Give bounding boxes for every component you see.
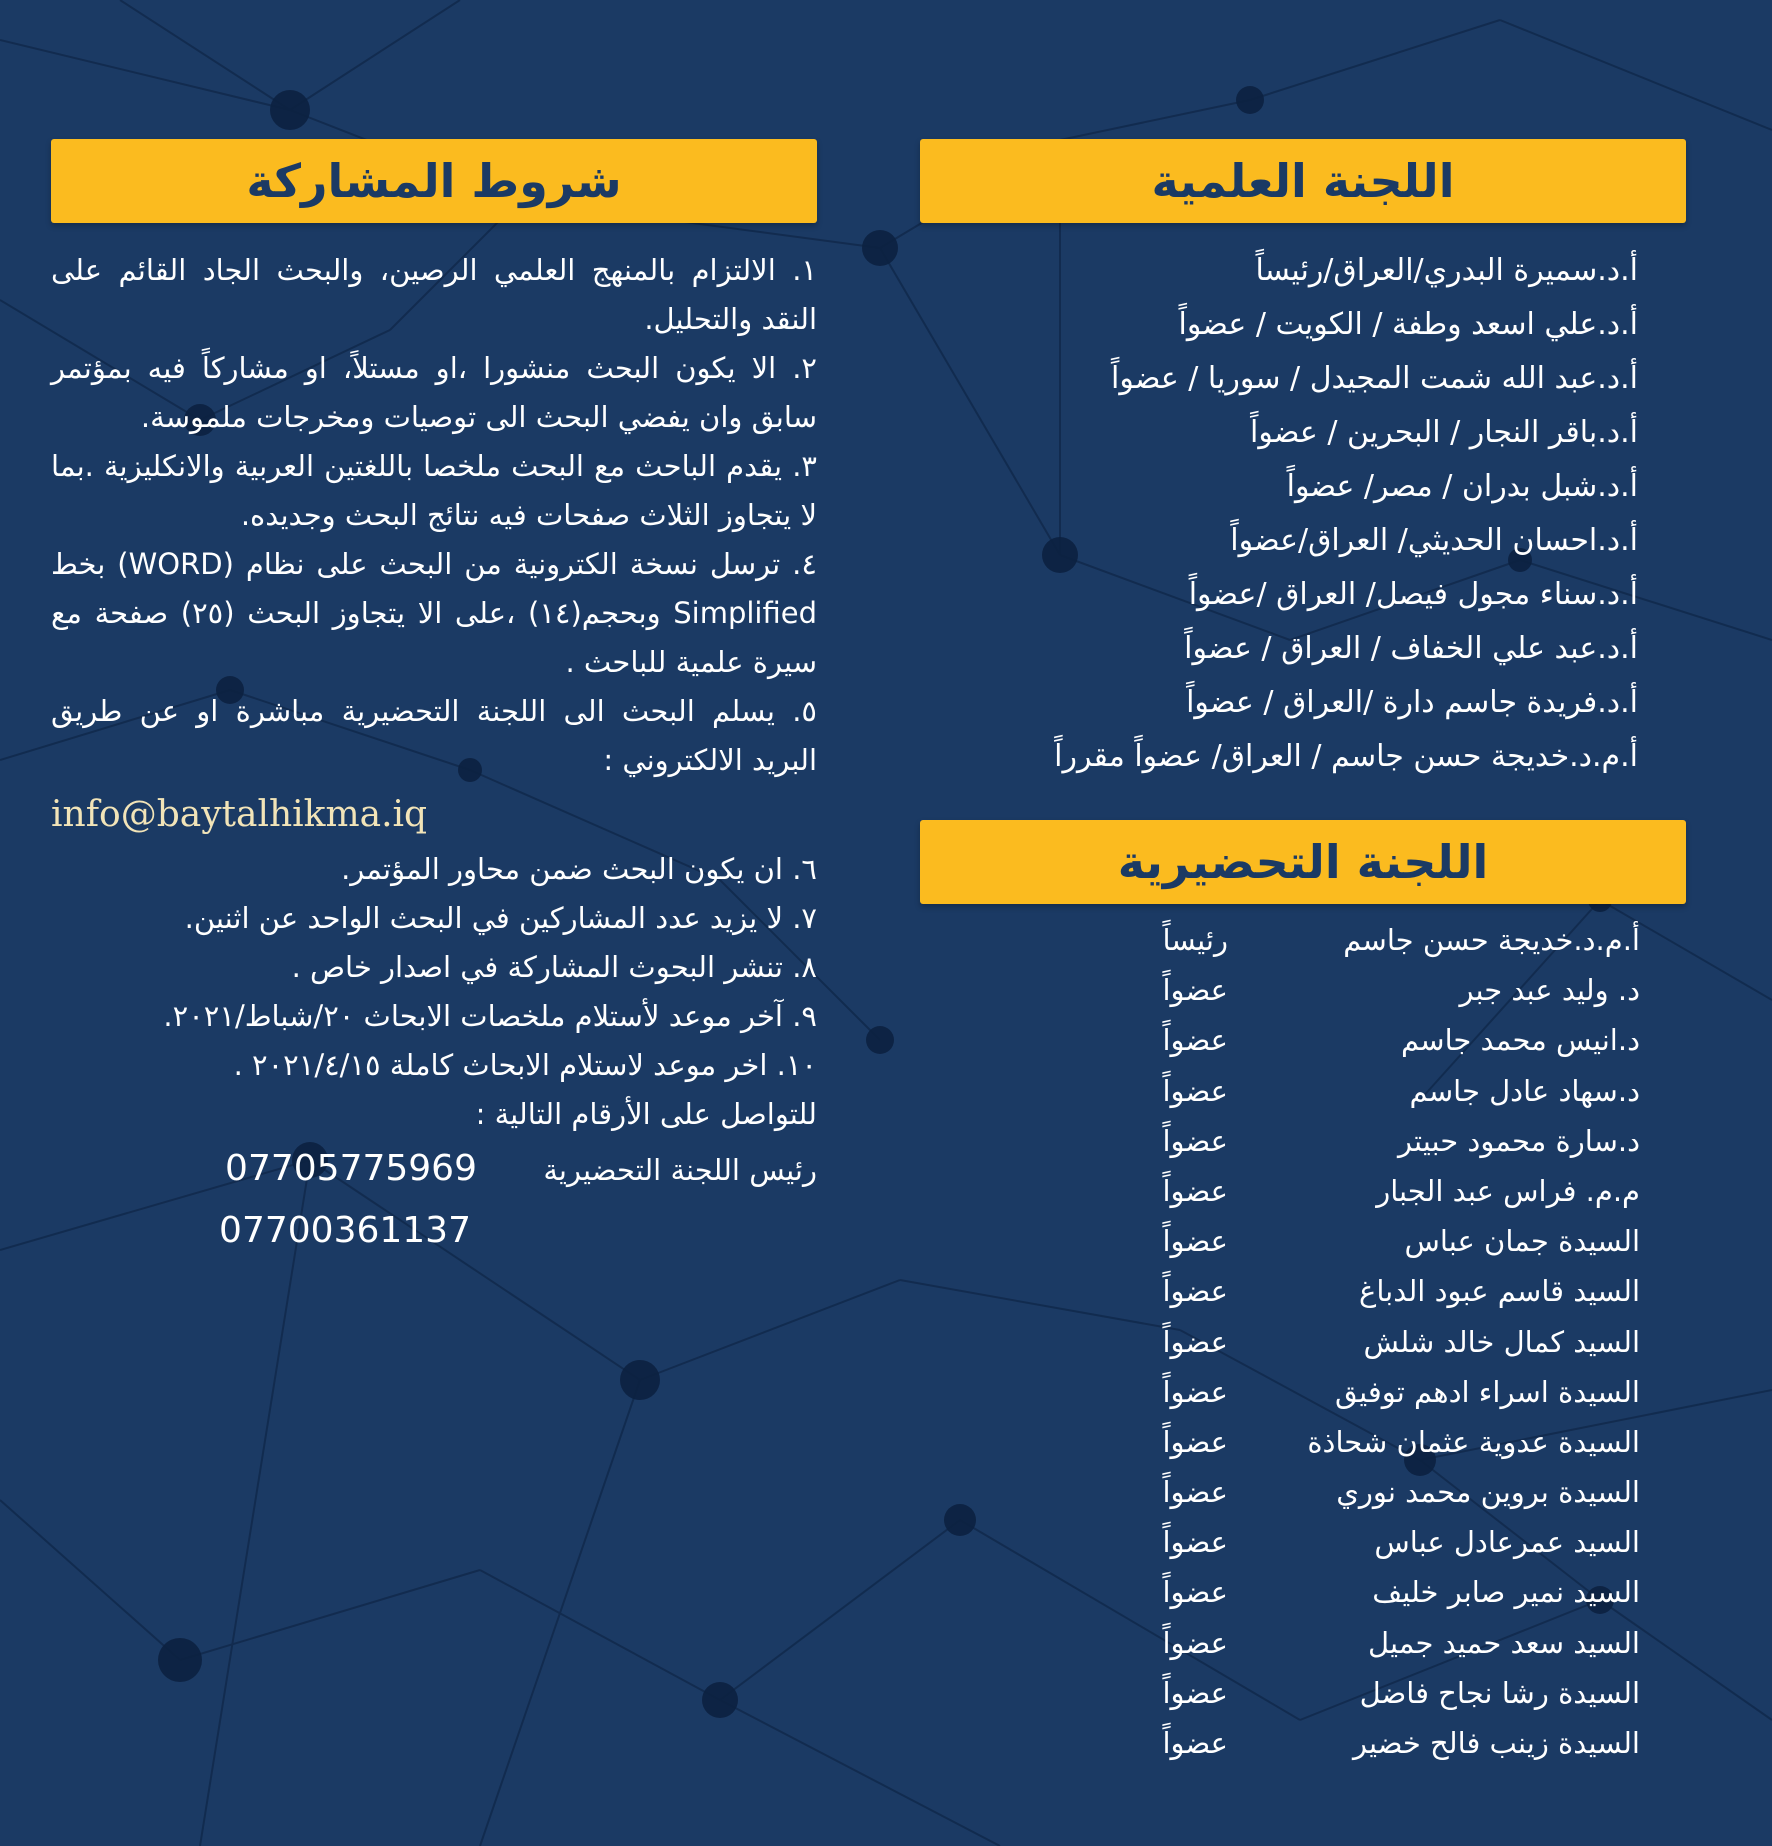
list-item: أ.د.علي اسعد وطفة / الكويت / عضواً — [1178, 307, 1638, 342]
member-role: عضواً — [1162, 1625, 1228, 1660]
member-role: عضواً — [1162, 1224, 1228, 1259]
list-item — [1100, 1317, 1640, 1367]
member-name: السيد نمير صابر خليف — [1372, 1575, 1640, 1610]
contact-row — [51, 1139, 817, 1201]
list-item — [1100, 1467, 1640, 1517]
phone-number-1[interactable]: 07705775969 — [225, 1148, 477, 1189]
preparatory-committee-banner — [920, 820, 1686, 904]
list-item: أ.د.سميرة البدري/العراق/رئيساً — [1255, 253, 1638, 288]
list-item — [1100, 1718, 1640, 1768]
list-item — [1100, 965, 1640, 1015]
list-item: أ.د.عبد علي الخفاف / العراق / عضواً — [1184, 631, 1638, 666]
member-name: السيدة بروين محمد نوري — [1336, 1475, 1640, 1510]
list-item: ٦. ان يكون البحث ضمن محاور المؤتمر. — [341, 852, 817, 886]
preparatory-committee-title: اللجنة التحضيرية — [1117, 835, 1489, 889]
contact-row-2 — [51, 1201, 817, 1263]
list-item — [1100, 1216, 1640, 1266]
list-item: أ.د.باقر النجار / البحرين / عضواً — [1250, 415, 1638, 450]
member-role: عضواً — [1162, 973, 1228, 1008]
member-role: عضواً — [1162, 1023, 1228, 1058]
participation-terms-list — [51, 246, 817, 1263]
list-item — [1100, 1266, 1640, 1316]
list-item — [1100, 1618, 1640, 1668]
list-item — [1100, 1417, 1640, 1467]
member-role: عضواً — [1162, 1726, 1228, 1760]
list-item: أ.د.شبل بدران / مصر/ عضواً — [1286, 469, 1638, 504]
list-item: ٥. يسلم البحث الى اللجنة التحضيرية مباشرة او عن طريق البريد الالكتروني : — [51, 694, 817, 777]
member-name: السيدة اسراء ادهم توفيق — [1334, 1374, 1640, 1409]
list-item — [1100, 1567, 1640, 1617]
list-item: ٣. يقدم الباحث مع البحث ملخصا باللغتين العربية والانكليزية .بما لا يتجاوز الثلاث صفحات فيه نتائج البحث وجديده. — [51, 449, 817, 532]
list-item — [1100, 1015, 1640, 1065]
member-role: عضواً — [1162, 1575, 1228, 1610]
list-item: أ.د.سناء مجول فيصل/ العراق /عضواً — [1188, 577, 1638, 612]
list-item: أ.د.فريدة جاسم دارة /العراق / عضواً — [1186, 685, 1638, 720]
contact-label: رئيس اللجنة التحضيرية — [543, 1153, 817, 1187]
list-item — [1100, 1066, 1640, 1116]
member-name: السيد عمرعادل عباس — [1374, 1525, 1640, 1560]
list-item: ٢. الا يكون البحث منشورا ،او مستلاً، او مشاركاً فيه بمؤتمر سابق وان يفضي البحث الى توصيات ومخرجات ملموسة. — [51, 351, 817, 434]
member-role: عضواً — [1162, 1123, 1228, 1158]
preparatory-committee-list — [1100, 915, 1640, 1768]
member-name: د.سهاد عادل جاسم — [1409, 1073, 1640, 1108]
member-name: السيدة عدوية عثمان شحاذة — [1307, 1424, 1640, 1459]
scientific-committee-title: اللجنة العلمية — [1151, 154, 1455, 208]
list-item — [1100, 1668, 1640, 1718]
member-role: عضواً — [1162, 1424, 1228, 1459]
member-name: م.م. فراس عبد الجبار — [1376, 1173, 1640, 1208]
member-name: السيدة زينب فالح خضير — [1353, 1726, 1640, 1760]
member-role: رئيساً — [1162, 923, 1228, 957]
scientific-committee-banner — [920, 139, 1686, 223]
list-item: ١. الالتزام بالمنهج العلمي الرصين، والبحث الجاد القائم على النقد والتحليل. — [51, 253, 817, 336]
member-role: عضواً — [1162, 1274, 1228, 1309]
list-item: ١٠. اخر موعد لاستلام الابحاث كاملة ٢٠٢١/٤/١٥ . — [233, 1048, 817, 1082]
list-item — [1100, 1116, 1640, 1166]
member-name: السيدة رشا نجاح فاضل — [1359, 1675, 1640, 1710]
participation-terms-title: شروط المشاركة — [246, 154, 622, 208]
member-name: السيد سعد حميد جميل — [1368, 1625, 1640, 1660]
list-item: ٩. آخر موعد لأستلام ملخصات الابحاث ٢٠/شباط/٢٠٢١. — [163, 999, 817, 1033]
list-item — [1100, 1166, 1640, 1216]
member-name: د.انيس محمد جاسم — [1400, 1023, 1640, 1058]
email-link[interactable]: info@baytalhikma.iq — [51, 794, 428, 835]
list-item: ٧. لا يزيد عدد المشاركين في البحث الواحد عن اثنين. — [184, 901, 817, 935]
member-role: عضواً — [1162, 1324, 1228, 1359]
member-role: عضواً — [1162, 1073, 1228, 1108]
participation-terms-banner — [51, 139, 817, 223]
member-name: د.سارة محمود حبيتر — [1398, 1123, 1640, 1158]
member-name: د. وليد عبد جبر — [1459, 973, 1640, 1008]
list-item — [1100, 1517, 1640, 1567]
member-name: السيدة جمان عباس — [1404, 1224, 1640, 1259]
contact-intro: للتواصل على الأرقام التالية : — [475, 1097, 817, 1131]
member-name: أ.م.د.خديجة حسن جاسم — [1343, 923, 1640, 957]
member-name: السيد قاسم عبود الدباغ — [1359, 1274, 1640, 1309]
list-item — [1100, 915, 1640, 965]
list-item: أ.د.عبد الله شمت المجيدل / سوريا / عضواً — [1110, 361, 1638, 396]
list-item: ٤. ترسل نسخة الكترونية من البحث على نظام (WORD) بخط Simplified وبحجم(١٤) ،على الا يتجاوز البحث (٢٥) صفحة مع سيرة علمية للباحث . — [51, 547, 817, 679]
member-role: عضواً — [1162, 1525, 1228, 1560]
member-role: عضواً — [1162, 1374, 1228, 1409]
list-item: أ.م.د.خديجة حسن جاسم / العراق/ عضواً مقرراً — [1054, 739, 1638, 774]
member-role: عضواً — [1162, 1675, 1228, 1710]
member-role: عضواً — [1162, 1475, 1228, 1510]
scientific-committee-list — [920, 244, 1638, 784]
list-item: ٨. تنشر البحوث المشاركة في اصدار خاص . — [291, 950, 817, 984]
member-role: عضواً — [1162, 1173, 1228, 1208]
list-item: أ.د.احسان الحديثي/ العراق/عضواً — [1230, 523, 1638, 558]
phone-number-2[interactable]: 07700361137 — [219, 1210, 471, 1251]
list-item — [1100, 1367, 1640, 1417]
member-name: السيد كمال خالد شلش — [1363, 1324, 1640, 1359]
